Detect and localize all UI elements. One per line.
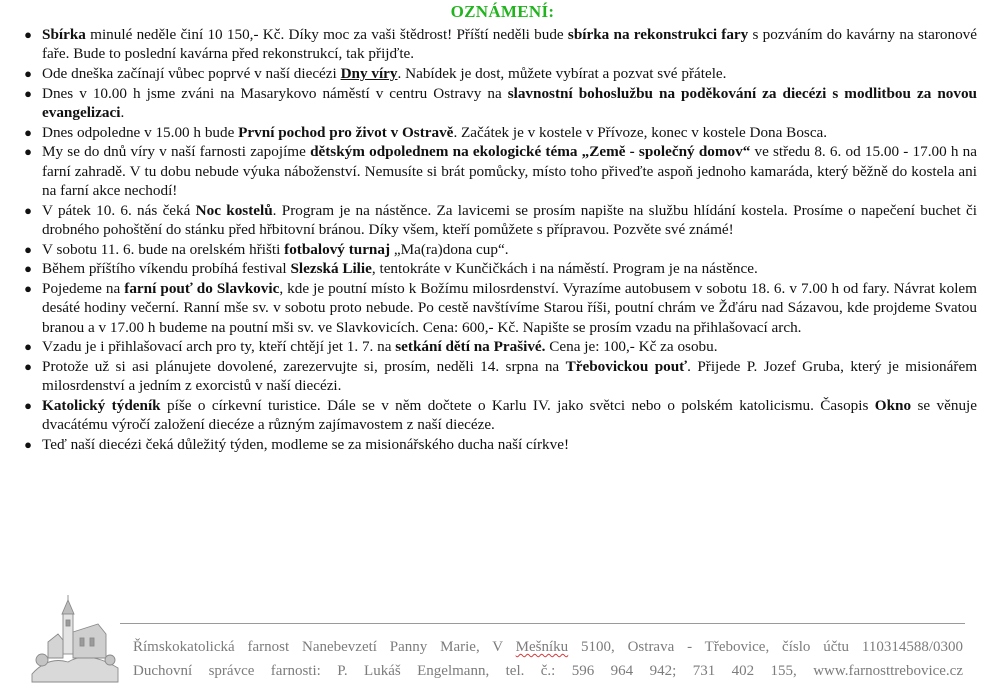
bullet-icon: ●	[24, 202, 32, 218]
footer-parish-text: Římskokatolická farnost Nanebevzetí Panny Marie, V	[133, 639, 516, 655]
announcement-item	[22, 142, 977, 200]
bullet-icon: ●	[24, 358, 32, 374]
announcement-item	[22, 337, 977, 356]
bullet-icon: ●	[24, 241, 32, 257]
bullet-icon: ●	[24, 85, 32, 101]
emphasis-text: Katolický týdeník	[42, 396, 161, 414]
bullet-icon: ●	[24, 397, 32, 413]
announcement-item	[22, 123, 977, 142]
emphasis-text: Dny víry	[340, 65, 398, 82]
emphasis-text: fotbalový turnaj	[284, 240, 391, 258]
announcement-text: Cena je: 100,- Kč za osobu.	[545, 338, 718, 356]
announcement-item	[22, 25, 977, 64]
bullet-icon: ●	[24, 261, 32, 277]
emphasis-text: farní pouť do Slavkovic	[124, 279, 280, 297]
announcement-text: s pozváním do kavárny na staronové faře. Bude to poslední kavárna před rekonstrukcí, tak přijďte.	[42, 26, 978, 63]
announcement-item	[22, 435, 977, 454]
bullet-icon: ●	[24, 144, 32, 160]
announcement-text: V pátek 10. 6. nás čeká	[42, 201, 196, 219]
announcement-item	[22, 396, 977, 435]
bullet-icon: ●	[24, 66, 32, 81]
emphasis-text: Sbírka	[42, 26, 86, 43]
announcement-text: , tentokráte v Kunčičkách i na náměstí. Program je na nástěnce.	[371, 260, 758, 278]
announcement-text: Dnes odpoledne v 15.00 h bude	[42, 123, 239, 141]
emphasis-text: dětským odpolednem na ekologické téma „Země - společný domov“	[310, 143, 751, 161]
announcement-text: Vzadu je i přihlašovací arch pro ty, kteří chtějí jet 1. 7. na	[42, 338, 396, 356]
announcement-text: minulé neděle činí 10 150,- Kč. Díky moc za vaši štědrost! Příští neděli bude	[85, 26, 568, 43]
bullet-icon: ●	[24, 124, 32, 140]
announcement-text: „Ma(ra)dona cup“.	[390, 240, 509, 258]
emphasis-text: setkání dětí na Prašivé.	[395, 338, 546, 356]
announcement-text: se věnuje dvacátému výročí založení diecéze a různým zajímavostem z naší diecéze.	[42, 396, 978, 434]
announcement-text: . Přijede P. Jozef Gruba, který je misionářem milosrdenství a jedním z exorcistů v naší diecézi.	[42, 357, 978, 395]
announcement-item	[22, 64, 977, 83]
emphasis-text: Třebovickou pouť	[565, 357, 688, 375]
emphasis-text: slavnostní bohoslužbu na poděkování za diecézi s modlitbou za novou evangelizaci	[42, 84, 977, 121]
footer-line-parish	[133, 635, 963, 659]
announcement-item	[22, 84, 977, 123]
announcement-text: Dnes v 10.00 h jsme zváni na Masarykovo náměstí v centru Ostravy na	[42, 84, 508, 102]
announcement-text: . Začátek je v kostele v Přívoze, konec v kostele Dona Bosca.	[453, 123, 828, 141]
page-title: OZNÁMENÍ:	[450, 2, 555, 21]
announcement-text: . Program je na nástěnce. Za lavicemi se prosím napište na službu hlídání kostela. Prosíme o napečení buchet či drobného pohoštění do stánku před hřbitovní bránou. Díky všem, kteří pomůžete s přípravou. Pozvěte své známé!	[42, 201, 978, 238]
bullet-icon: ●	[24, 339, 32, 355]
emphasis-text: Noc kostelů	[195, 201, 273, 219]
announcement-item	[22, 240, 977, 259]
announcement-text: Během příštího víkendu probíhá festival	[42, 260, 291, 278]
announcement-text: .	[120, 104, 125, 121]
footer	[133, 635, 963, 683]
footer-street-name: Mešníku	[515, 639, 569, 655]
announcement-item	[22, 279, 977, 337]
announcement-item	[22, 357, 977, 396]
bullet-icon: ●	[24, 280, 32, 296]
announcement-text: Ode dneška začínají vůbec poprvé v naší diecézi	[42, 65, 341, 82]
emphasis-text: sbírka na rekonstrukci fary	[567, 26, 749, 43]
footer-address-account: 5100, Ostrava - Třebovice, číslo účtu 110314588/0300	[568, 639, 963, 655]
announcement-text: . Nabídek je dost, můžete vybírat a pozvat své přátele.	[397, 65, 727, 82]
footer-divider	[120, 623, 965, 624]
emphasis-text: Okno	[874, 396, 912, 414]
bullet-icon: ●	[24, 27, 32, 42]
announcement-text: Pojedeme na	[42, 279, 125, 297]
emphasis-text: Slezská Lilie	[290, 260, 372, 278]
announcement-text: ve středu 8. 6. od 15.00 - 17.00 h na farní zahradě. V tu dobu nebude výuka náboženství. Nemusíte si brát pomůcky, místo toho přiveďte aspoň jednoho kamaráda, který běžně do kostela ani na farní akce nechodí!	[42, 143, 977, 199]
announcement-item	[22, 201, 977, 240]
announcement-text: My se do dnů víry v naší farnosti zapojíme	[42, 143, 311, 161]
emphasis-text: První pochod pro život v Ostravě	[238, 123, 454, 141]
bullet-icon: ●	[24, 436, 32, 452]
announcement-list	[22, 25, 977, 454]
announcement-text: V sobotu 11. 6. bude na orelském hřišti	[42, 240, 285, 258]
announcement-text: píše o církevní turistice. Dále se v něm dočtete o Karlu IV. jako světci nebo o polském katolicismu. Časopis	[160, 396, 875, 414]
announcement-text: , kde je poutní místo k Božímu milosrdenství. Vyrazíme autobusem v sobotu 18. 6. v 7.00 h od fary. Návrat kolem desáté hodiny večerní. Ranní mše sv. v sobotu proto nebude. Po cestě navštívíme Starou říši, poutní chrám ve Žďáru nad Sázavou, kde projdeme Svatou branou a v 17.00 h budeme na poutní mši sv. ve Slavkovicích. Cena: 600,- Kč. Napište se prosím vzadu na přihlašovací arch.	[42, 279, 977, 336]
announcement-item	[22, 259, 977, 278]
announcement-text: Protože už si asi plánujete dovolené, zarezervujte si, prosím, neděli 14. srpna na	[42, 357, 566, 375]
announcement-text: Teď naší diecézi čeká důležitý týden, modleme se za misionářského ducha naší církve!	[42, 435, 570, 453]
footer-line-contact: Duchovní správce farnosti: P. Lukáš Engelmann, tel. č.: 596 964 942; 731 402 155, www.farnosttrebovice.cz	[133, 663, 963, 679]
church-logo-icon	[28, 594, 122, 686]
